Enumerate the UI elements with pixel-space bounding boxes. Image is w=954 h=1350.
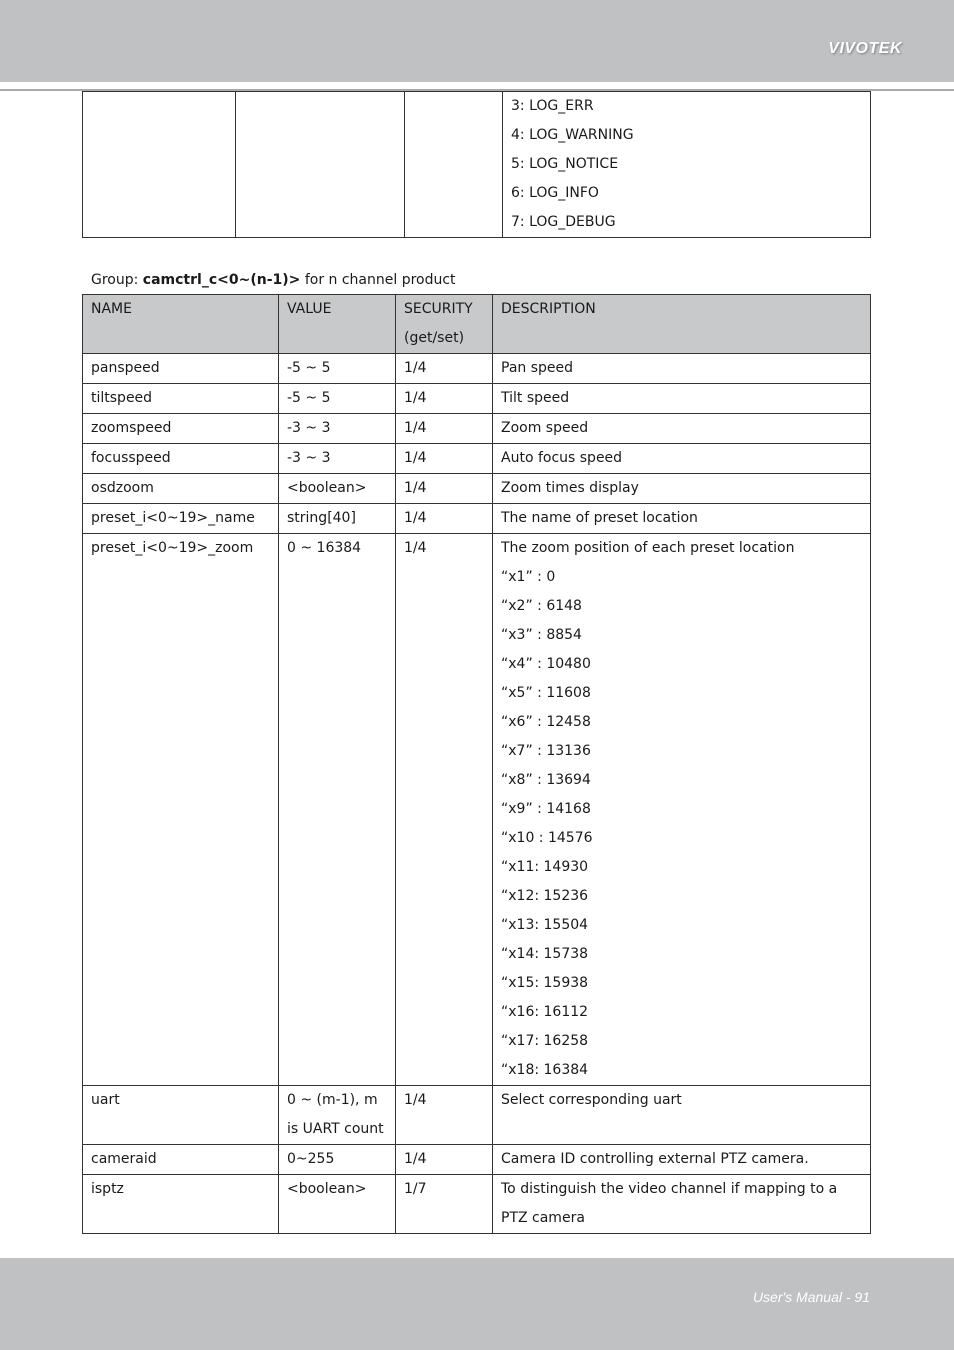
- cell-security: 1/4: [396, 414, 493, 444]
- group-prefix: Group:: [91, 272, 143, 288]
- cell-security: 1/4: [396, 444, 493, 474]
- table-row: [83, 474, 871, 504]
- cell-security: 1/4: [396, 1145, 493, 1175]
- cell-value: -5 ~ 5: [279, 354, 396, 384]
- table-row: [83, 92, 871, 238]
- page-header: [0, 0, 954, 82]
- table-row: [83, 414, 871, 444]
- cell-description: The name of preset location: [493, 504, 871, 534]
- header-security: SECURITY (get/set): [396, 295, 493, 354]
- cell-description: Pan speed: [493, 354, 871, 384]
- page-footer: [0, 1258, 954, 1350]
- continued-table: [82, 91, 871, 238]
- cell-description: Select corresponding uart: [493, 1086, 871, 1145]
- description-line: 7: LOG_DEBUG: [511, 214, 616, 230]
- cell-value: <boolean>: [279, 1175, 396, 1234]
- cell-value: 0~255: [279, 1145, 396, 1175]
- cell-name: tiltspeed: [83, 384, 279, 414]
- table-row: [83, 1086, 871, 1145]
- description-line: 3: LOG_ERR: [511, 98, 594, 114]
- cell-description: To distinguish the video channel if mapping to a PTZ camera: [493, 1175, 871, 1234]
- continued-security-cell: [405, 92, 503, 238]
- table-row: [83, 504, 871, 534]
- table-header-row: [83, 295, 871, 354]
- cell-security: 1/4: [396, 474, 493, 504]
- cell-security: 1/4: [396, 384, 493, 414]
- brand-logo: VIVOTEK: [828, 40, 902, 57]
- header-value: VALUE: [279, 295, 396, 354]
- cell-security: 1/4: [396, 504, 493, 534]
- cell-description: Camera ID controlling external PTZ camera.: [493, 1145, 871, 1175]
- continued-value-cell: [236, 92, 405, 238]
- cell-description: The zoom position of each preset location “x1” : 0 “x2” : 6148 “x3” : 8854 “x4” : 10480 “x5” : 11608 “x6” : 12458 “x7” : 13136 “x8” : 13694 “x9” : 14168 “x10 : 14576 “x11: 14930 “x12: 15236 “x13: 15504 “x14: 15738 “x15: 15938 “x16: 16112 “x17: 16258 “x18: 16384: [493, 534, 871, 1086]
- continued-description-cell: [503, 92, 871, 238]
- page-number: User's Manual - 91: [752, 1289, 870, 1305]
- description-line: 6: LOG_INFO: [511, 185, 599, 201]
- group-name: camctrl_c<0~(n-1)>: [142, 272, 301, 288]
- cell-name: cameraid: [83, 1145, 279, 1175]
- table-row: [83, 384, 871, 414]
- cell-name: osdzoom: [83, 474, 279, 504]
- cell-value: 0 ~ 16384: [279, 534, 396, 1086]
- table-row: [83, 534, 871, 1086]
- cell-description: Zoom speed: [493, 414, 871, 444]
- cell-value: -3 ~ 3: [279, 444, 396, 474]
- cell-value: 0 ~ (m-1), m is UART count: [279, 1086, 396, 1145]
- cell-description: Auto focus speed: [493, 444, 871, 474]
- parameter-table: [82, 294, 871, 1234]
- cell-name: preset_i<0~19>_zoom: [83, 534, 279, 1086]
- cell-value: -5 ~ 5: [279, 384, 396, 414]
- description-line: 5: LOG_NOTICE: [511, 156, 619, 172]
- cell-value: <boolean>: [279, 474, 396, 504]
- continued-name-cell: [83, 92, 236, 238]
- cell-value: -3 ~ 3: [279, 414, 396, 444]
- cell-value: string[40]: [279, 504, 396, 534]
- cell-security: 1/4: [396, 534, 493, 1086]
- group-suffix: for n channel product: [300, 272, 456, 288]
- cell-name: zoomspeed: [83, 414, 279, 444]
- header-description: DESCRIPTION: [493, 295, 871, 354]
- cell-security: 1/4: [396, 1086, 493, 1145]
- cell-name: uart: [83, 1086, 279, 1145]
- group-caption: [91, 270, 456, 290]
- cell-name: preset_i<0~19>_name: [83, 504, 279, 534]
- table-row: [83, 354, 871, 384]
- header-name: NAME: [83, 295, 279, 354]
- cell-name: focusspeed: [83, 444, 279, 474]
- description-line: 4: LOG_WARNING: [511, 127, 634, 143]
- cell-description: Tilt speed: [493, 384, 871, 414]
- cell-security: 1/4: [396, 354, 493, 384]
- cell-security: 1/7: [396, 1175, 493, 1234]
- table-row: [83, 1145, 871, 1175]
- cell-description: Zoom times display: [493, 474, 871, 504]
- cell-name: panspeed: [83, 354, 279, 384]
- table-row: [83, 444, 871, 474]
- cell-name: isptz: [83, 1175, 279, 1234]
- table-row: [83, 1175, 871, 1234]
